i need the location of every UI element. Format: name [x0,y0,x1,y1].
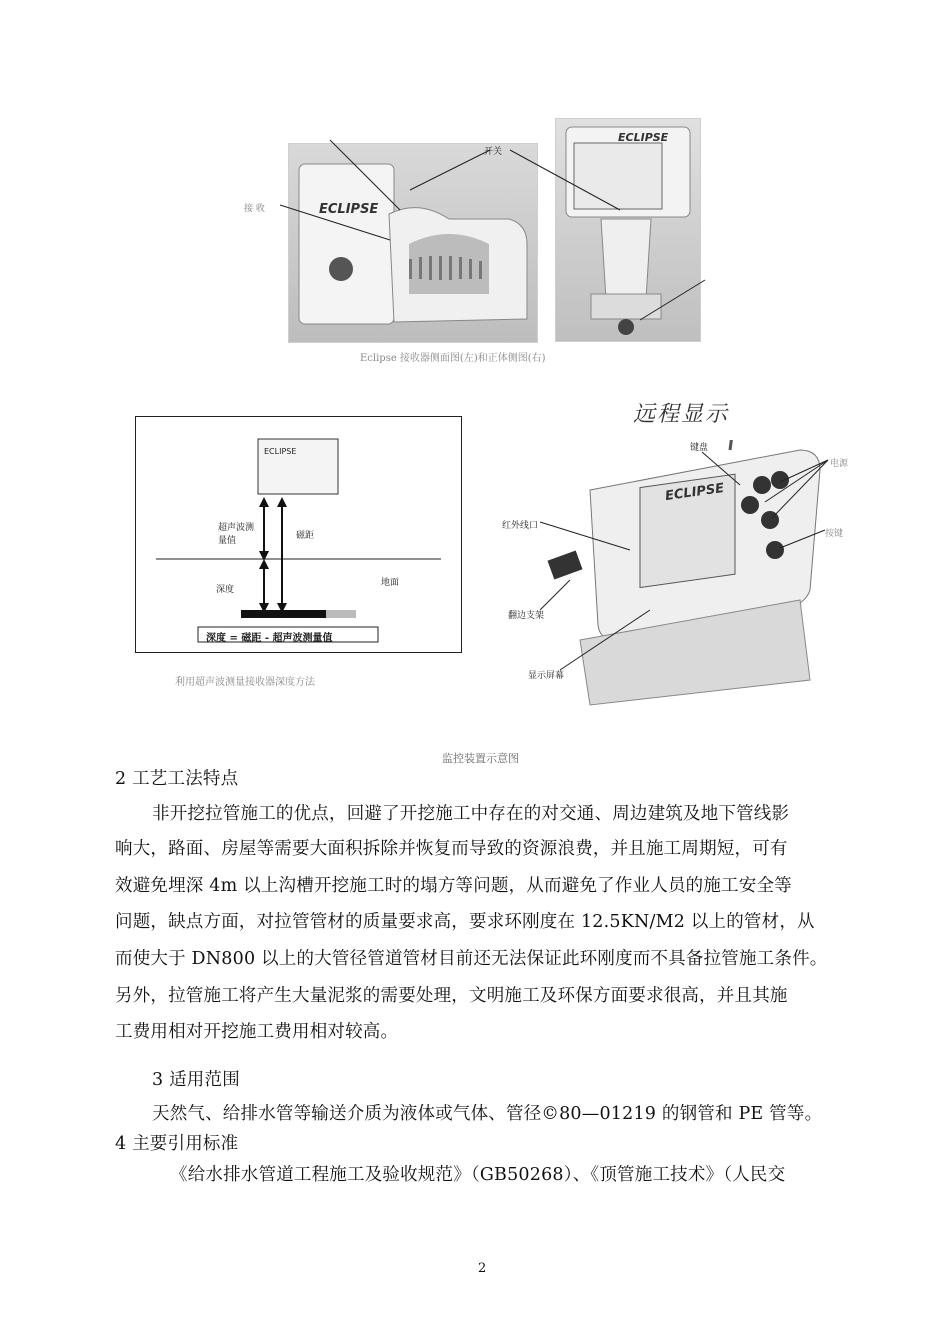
label-ground: 地面 [381,578,400,588]
label-switch: 开关 [484,147,503,157]
s2-line-7: 工费用相对开挖施工费用相对较高。 [115,1022,399,1042]
remote-caption: 监控装置示意图 [442,752,519,765]
remote-brand: ECLIPSE [664,480,726,505]
s2-line-5: 而使大于 DN800 以上的大管径管道管材目前还无法保证此环刚度而不具备拉管施工条件。 [115,949,828,969]
pointer-lines-top [240,130,720,330]
label-ir-port: 红外线口 [502,521,539,531]
brand-logo-front: ECLIPSE [618,131,669,144]
s2-line-4: 问题，缺点方面，对拉管管材的质量要求高，要求环刚度在 12.5KN/M2 以上的管材，从 [115,912,815,932]
section-3-heading: 3 适用范围 [152,1070,240,1090]
s4-line: 《给水排水管道工程施工及验收规范》（GB50268）、《顶管施工技术》（人民交 [170,1165,786,1185]
label-depth: 深度 [216,585,235,595]
section-2-heading: 2 工艺工法特点 [115,769,239,789]
diagram-caption: 利用超声波测量接收器深度方法 [175,677,315,688]
s2-line-2: 响大，路面、房屋等需要大面积拆除并恢复而导致的资源浪费，并且施工周期短，可有 [115,839,788,859]
label-buttons: 按键 [825,529,844,539]
s2-line-1: 非开挖拉管施工的优点，回避了开挖施工中存在的对交通、周边建筑及地下管线影 [152,804,790,824]
s3-line: 天然气、给排水管等输送介质为液体或气体、管径©80—01219 的钢管和 PE 管等。 [152,1104,823,1124]
depth-formula: 深度 = 磁距 - 超声波测量值 [206,633,333,644]
figure-top-caption: Eclipse 接收器侧面图(左)和正体侧图(右) [360,353,546,364]
label-stand: 翻边支架 [508,611,545,621]
remote-display-title: 远程显示 [633,402,730,427]
label-ultrasonic: 超声波测量值 [218,523,255,546]
label-magnetic: 磁距 [296,531,315,541]
s2-line-3: 效避免埋深 4m 以上沟槽开挖施工时的塌方等问题，从而避免了作业人员的施工安全等 [115,876,792,896]
label-screen: 显示屏幕 [528,671,565,681]
page-number: 2 [478,1261,487,1276]
section-4-heading: 4 主要引用标准 [115,1134,239,1154]
label-keypad: 键盘 [690,443,709,453]
brand-logo: ECLIPSE [319,202,379,217]
diagram-device-brand: ECLIPSE [264,447,297,456]
depth-diagram [135,416,462,653]
label-power: 电源 [830,459,849,469]
pointer-lines-bottom [480,440,860,710]
s2-line-6: 另外，拉管施工将产生大量泥浆的需要处理，文明施工及环保方面要求很高，并且其施 [115,986,788,1006]
label-receiver: 接 收 [244,204,265,214]
